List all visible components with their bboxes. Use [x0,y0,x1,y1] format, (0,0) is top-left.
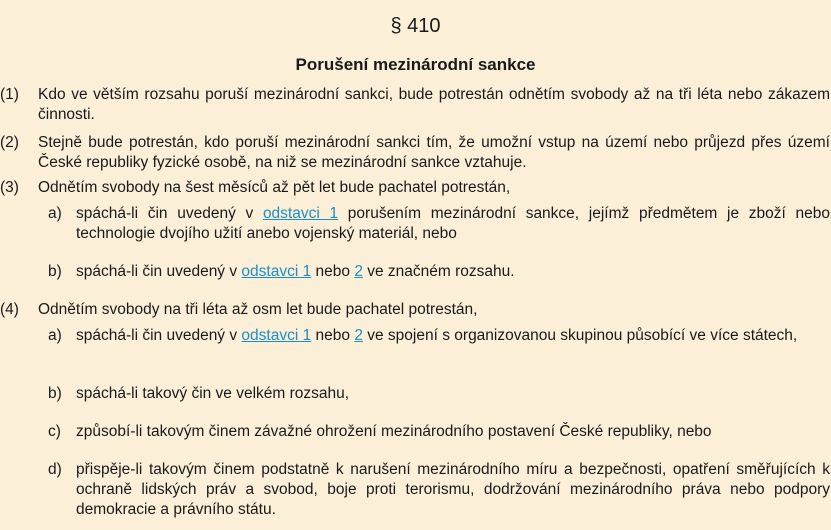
paragraph-4d-text: přispěje-li takovým činem podstatně k narušení mezinárodního míru a bezpečnosti, opatření směřujících k ochraně lidských práv a svobod, boje proti terorismu, dodržování mezinárodního práva nebo podpory demokracie a právního státu. [76,461,830,518]
paragraph-3b-mid: nebo [311,263,355,280]
paragraph-1-text: Kdo ve větším rozsahu poruší mezinárodní sankci, bude potrestán odnětím svobody až na tři léta nebo zákazem činnosti. [38,86,830,123]
reference-link-odstavec-1[interactable]: odstavci 1 [241,327,312,344]
paragraph-4a-mid: nebo [311,327,355,344]
paragraph-4c-letter: c) [48,423,61,440]
paragraph-3b-text [76,262,830,282]
paragraph-4a-letter: a) [48,327,62,344]
paragraph-4a-post: ve spojení s organizovanou skupinou působící ve více státech, [362,327,798,344]
reference-link-odstavec-2[interactable]: 2 [354,263,363,280]
paragraph-3a-pre: spáchá-li čin uvedený v [76,205,263,222]
paragraph-3-text: Odnětím svobody na šest měsíců až pět let bude pachatel potrestán, [38,179,511,196]
paragraph-3a-letter: a) [48,205,62,222]
section-title: Porušení mezinárodní sankce [295,55,536,74]
paragraph-3a-post: porušením mezinárodní sankce, jejímž předmětem je zboží nebo technologie dvojího užití anebo vojenský materiál, nebo [76,205,830,242]
paragraph-4-number: (4) [0,301,19,318]
section-number: § 410 [390,15,441,37]
paragraph-4b-text: spáchá-li takový čin ve velkém rozsahu, [76,385,350,402]
paragraph-4d-letter: d) [48,461,62,478]
reference-link-odstavec-2[interactable]: 2 [354,327,363,344]
paragraph-1-number: (1) [0,86,19,103]
paragraph-4a-pre: spáchá-li čin uvedený v [76,327,242,344]
paragraph-4c-text: způsobí-li takovým činem závažné ohrožení mezinárodního postavení České republiky, nebo [76,423,712,440]
reference-link-odstavec-1[interactable]: odstavci 1 [262,205,339,222]
paragraph-3b-letter: b) [48,263,62,280]
paragraph-4b-letter: b) [48,385,62,402]
paragraph-4a-text [76,326,830,346]
paragraph-4-text: Odnětím svobody na tři léta až osm let bude pachatel potrestán, [38,301,478,318]
paragraph-2-text: Stejně bude potrestán, kdo poruší mezinárodní sankci tím, že umožní vstup na území nebo průjezd přes území České republiky fyzické osobě, na niž se mezinárodní sankce vztahuje. [38,134,830,171]
paragraph-3b-post: ve značném rozsahu. [362,263,515,280]
paragraph-2-number: (2) [0,134,19,151]
paragraph-3-number: (3) [0,179,19,196]
reference-link-odstavec-1[interactable]: odstavci 1 [241,263,312,280]
paragraph-3a-text [76,204,830,244]
paragraph-3b-pre: spáchá-li čin uvedený v [76,263,242,280]
